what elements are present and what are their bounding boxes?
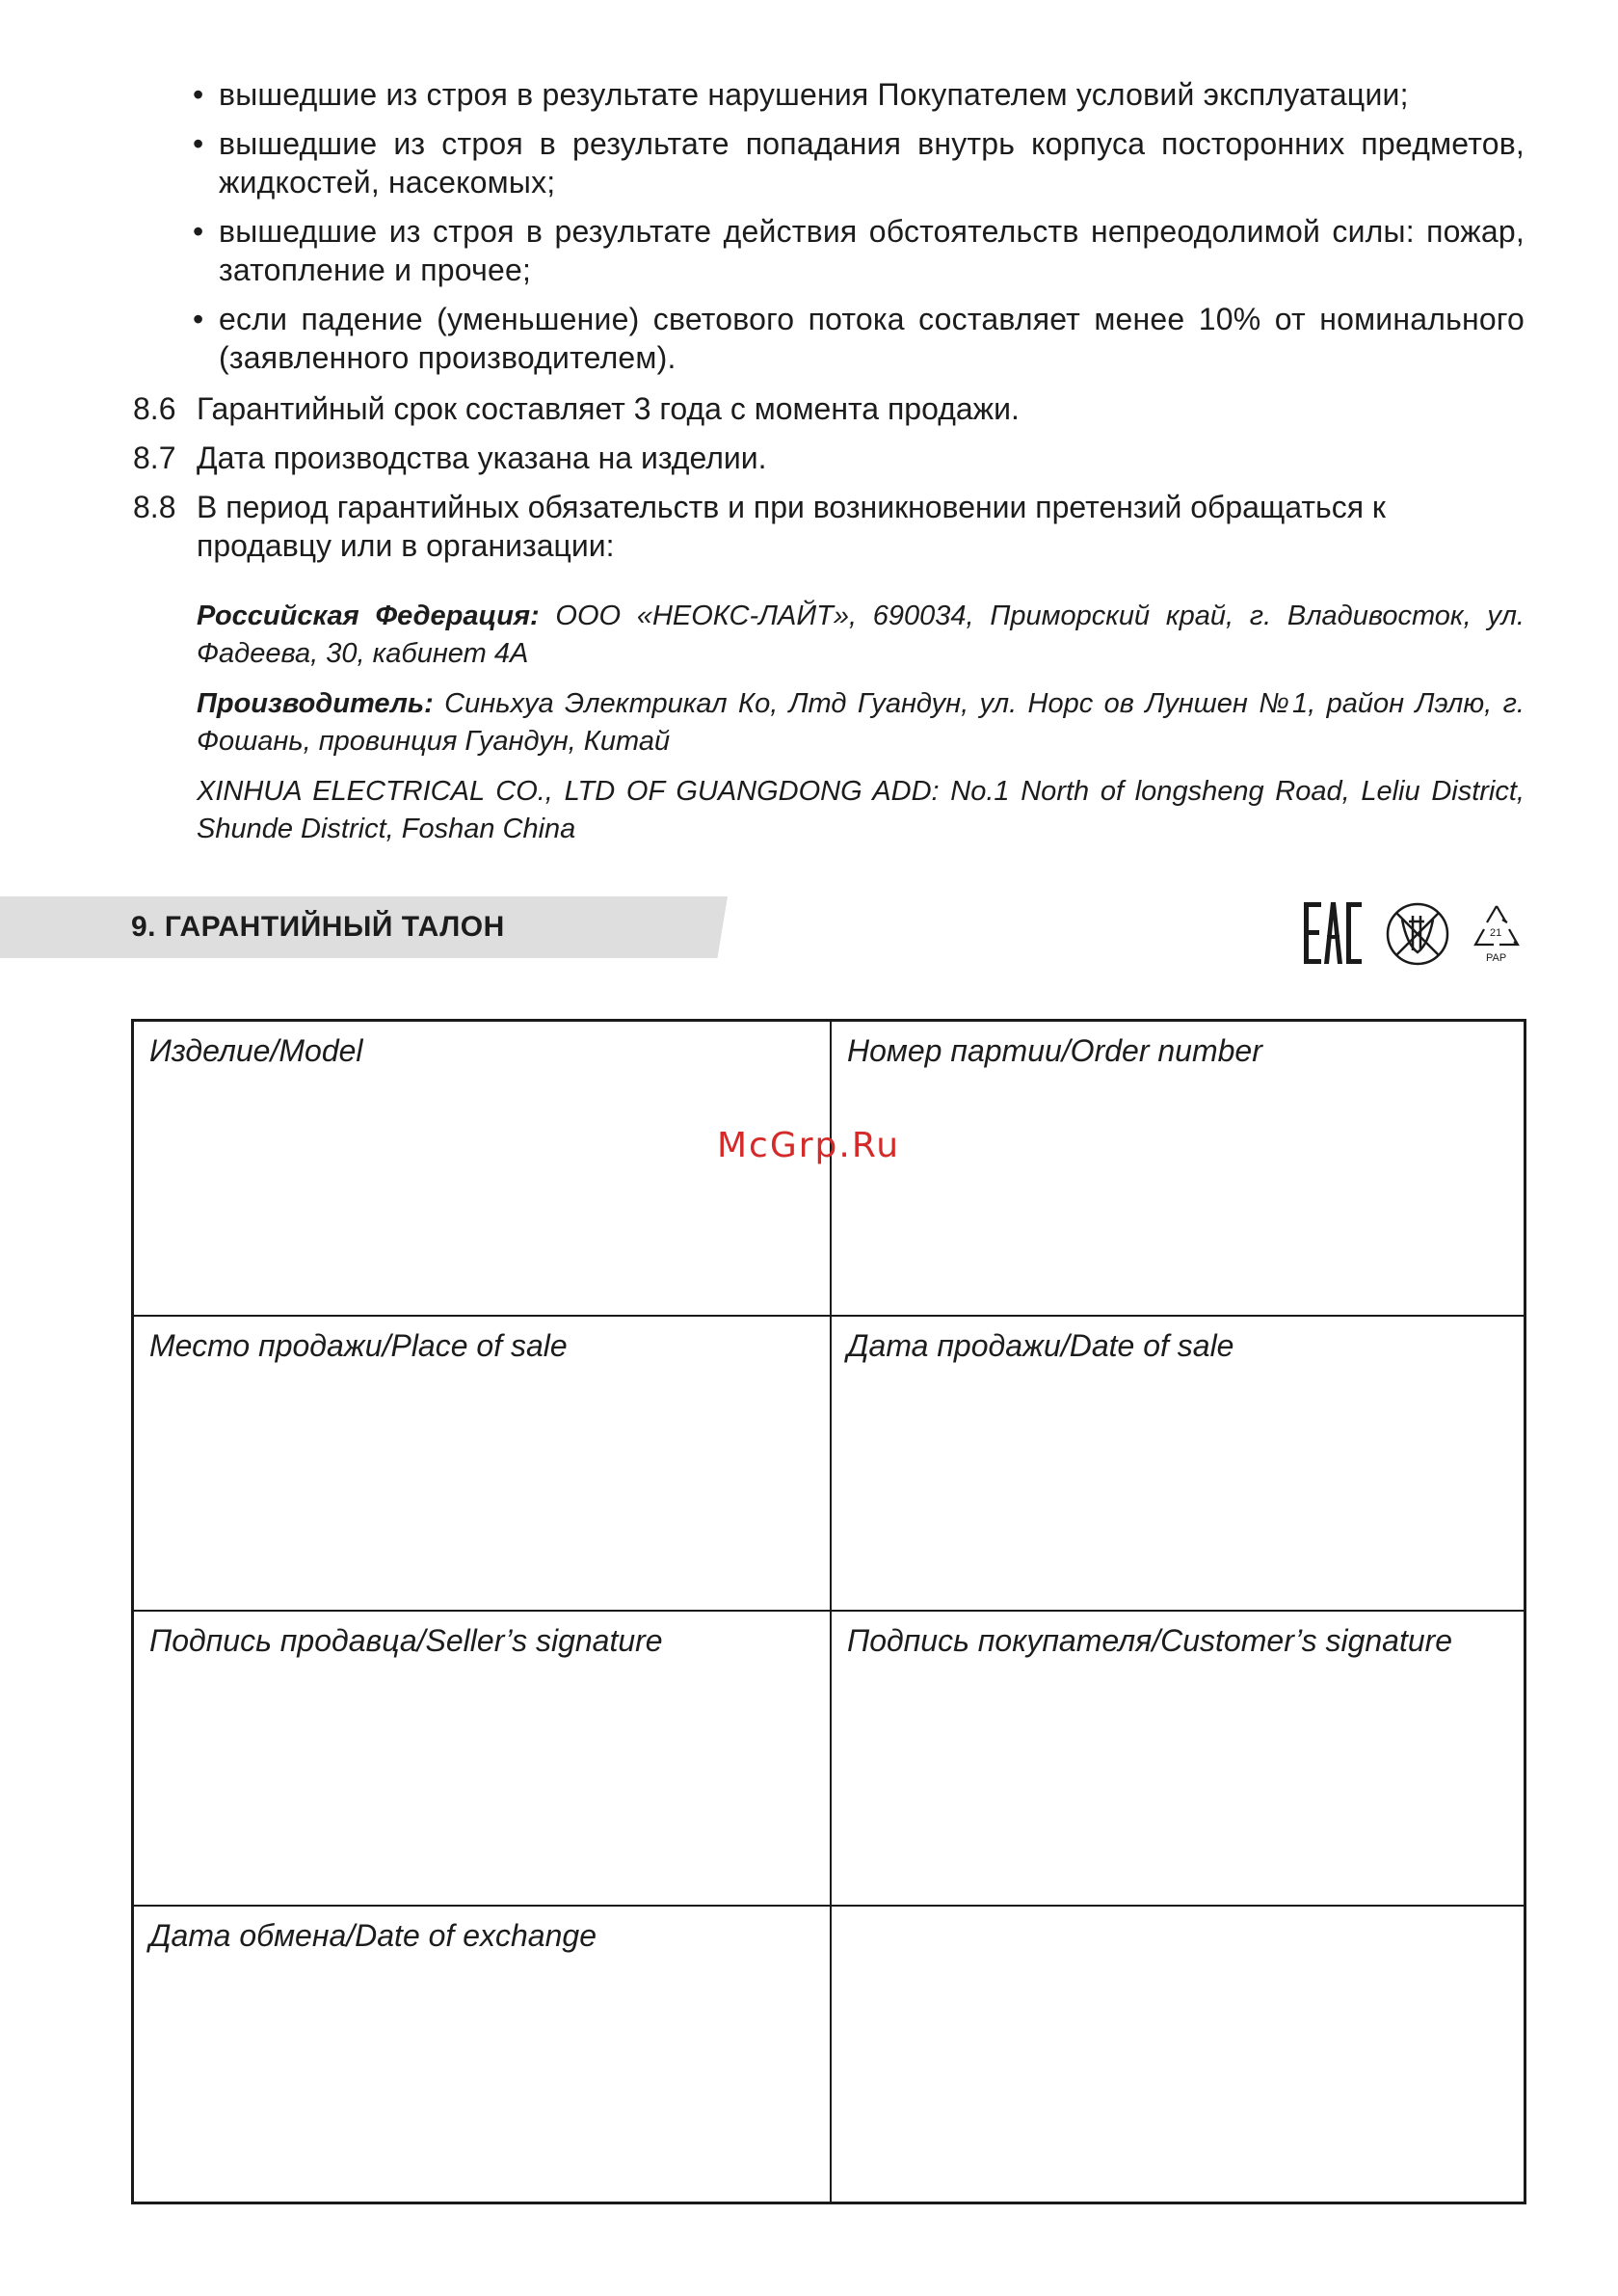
list-item: • вышедшие из строя в результате нарушения Покупателем условий эксплуатации; xyxy=(193,77,1409,112)
russia-contact: Российская Федерация: ООО «НЕОКС-ЛАЙТ», 690034, Приморский край, г. Владивосток, ул. Фадеева, 30, кабинет 4А xyxy=(197,601,1525,669)
clause-8-6: 8.6 Гарантийный срок составляет 3 года с момента продажи. xyxy=(133,391,1020,426)
date-of-sale-label: Дата продажи/Date of sale xyxy=(847,1328,1234,1363)
manufacturer-contact: Производитель: Синьхуа Электрикал Ко, Лтд Гуандун, ул. Норс ов Луншен №1, район Лэлю, г. Фошань, провинция Гуандун, Китай xyxy=(197,688,1525,757)
order-number-label: Номер партии/Order number xyxy=(847,1033,1262,1068)
manufacturer-label: Производитель: xyxy=(197,688,434,719)
section-title: 9. ГАРАНТИЙНЫЙ ТАЛОН xyxy=(131,911,505,943)
watermark: McGrp.Ru xyxy=(717,1126,901,1165)
model-label: Изделие/Model xyxy=(149,1033,363,1068)
warranty-card-table xyxy=(131,1019,1526,2204)
empty-cell xyxy=(832,1907,1524,2202)
list-item: • вышедшие из строя в результате действия обстоятельств непреодолимой силы: пожар, затопление и прочее; xyxy=(193,214,1525,287)
recycle-code: 21 xyxy=(1490,927,1502,939)
manufacturer-contact-en: XINHUA ELECTRICAL CO., LTD OF GUANGDONG ADD: No.1 North of longsheng Road, Leliu District, Shunde District, Foshan China xyxy=(197,776,1525,844)
certification-marks xyxy=(1301,885,1532,974)
exchange-date-cell xyxy=(134,1907,832,2202)
list-item: • вышедшие из строя в результате попадания внутрь корпуса посторонних предметов, жидкостей, насекомых; xyxy=(193,126,1525,200)
recycle-icon xyxy=(1475,906,1518,964)
clause-8-8: 8.8 В период гарантийных обязательств и при возникновении претензий обращаться к продавцу или в организации: xyxy=(133,490,1386,563)
list-item: • если падение (уменьшение) светового потока составляет менее 10% от номинального (заявленного производителем). xyxy=(193,302,1525,375)
exclusion-list xyxy=(193,75,1525,387)
order-number-cell xyxy=(832,1022,1524,1317)
customer-signature-cell xyxy=(832,1612,1524,1907)
place-of-sale-label: Место продажи/Place of sale xyxy=(149,1328,568,1363)
model-cell xyxy=(134,1022,832,1317)
not-food-contact-icon xyxy=(1388,904,1447,964)
russia-label: Российская Федерация: xyxy=(197,601,540,631)
warranty-clauses xyxy=(133,389,1525,575)
contact-block xyxy=(197,598,1525,861)
customer-signature-label: Подпись покупателя/Customer’s signature xyxy=(847,1623,1453,1658)
eac-mark-icon xyxy=(1301,885,1362,964)
date-of-sale-cell xyxy=(832,1317,1524,1612)
recycle-label: PAP xyxy=(1486,952,1507,964)
seller-signature-label: Подпись продавца/Seller’s signature xyxy=(149,1623,663,1658)
clause-8-7: 8.7 Дата производства указана на изделии. xyxy=(133,441,767,475)
seller-signature-cell xyxy=(134,1612,832,1907)
exchange-date-label: Дата обмена/Date of exchange xyxy=(149,1918,597,1953)
place-of-sale-cell xyxy=(134,1317,832,1612)
